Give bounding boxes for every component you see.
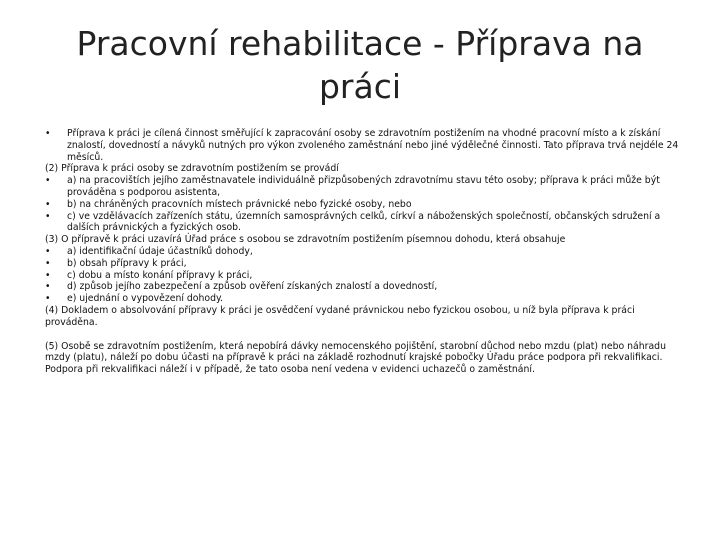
bullet-text: a) na pracovištích jejího zaměstnavatele individuálně přizpůsobených zdravotnímu stavu této osoby; příprava k práci může být prováděna s podporou asistenta, [67, 175, 660, 198]
bullet-item [45, 128, 683, 163]
bullet-item [45, 258, 683, 270]
bullet-marker: • [45, 257, 51, 269]
paragraph: (4) Dokladem o absolvování přípravy k práci je osvědčení vydané právnickou nebo fyzickou osobou, u níž byla příprava k práci prováděna. [45, 304, 635, 328]
paragraph-gap [45, 329, 683, 341]
bullet-text: b) obsah přípravy k práci, [67, 257, 187, 269]
slide-title: Pracovní rehabilitace - Příprava na práci [76, 24, 644, 106]
bullet-item [45, 246, 683, 258]
bullet-item [45, 293, 683, 305]
paragraph: (2) Příprava k práci osoby se zdravotním postižením se provádí [45, 163, 339, 175]
bullet-marker: • [45, 198, 51, 210]
bullet-item [45, 270, 683, 282]
bullet-marker: • [45, 269, 51, 281]
bullet-marker: • [45, 293, 51, 305]
bullet-text: b) na chráněných pracovních místech právnické nebo fyzické osoby, nebo [67, 198, 412, 210]
bullet-item [45, 199, 683, 211]
slide-body [45, 128, 683, 376]
bullet-marker: • [45, 281, 51, 293]
bullet-item [45, 175, 683, 199]
bullet-marker: • [45, 128, 51, 139]
bullet-item [45, 281, 683, 293]
bullet-text: c) dobu a místo konání přípravy k práci, [67, 269, 253, 281]
bullet-text: c) ve vzdělávacích zařízeních státu, územních samosprávných celků, církví a náboženských společností, občanských sdružení a dalších právnických a fyzických osob. [67, 210, 661, 234]
paragraph: (5) Osobě se zdravotním postižením, která nepobírá dávky nemocenského pojištění, starobní důchod nebo mzdu (plat) nebo náhradu mzdy (platu), náleží po dobu účasti na přípravě k práci na základě rozhodnutí krajské pobočky Úřadu práce podpora při rekvalifikaci. Podpora při rekvalifikaci náleží i v případě, že tato osoba není vedena v evidenci uchazečů o zaměstnání. [45, 340, 666, 376]
bullet-marker: • [45, 210, 51, 222]
bullet-text: a) identifikační údaje účastníků dohody, [67, 245, 253, 257]
bullet-text: d) způsob jejího zabezpečení a způsob ověření získaných znalostí a dovedností, [67, 281, 438, 293]
bullet-item [45, 211, 683, 235]
bullet-marker: • [45, 245, 51, 257]
bullet-text: e) ujednání o vypovězení dohody. [67, 293, 224, 305]
paragraph: (3) O přípravě k práci uzavírá Úřad práce s osobou se zdravotním postižením písemnou dohodu, která obsahuje [45, 234, 566, 246]
bullet-text: Příprava k práci je cílená činnost směřující k zapracování osoby se zdravotním postižením na vhodné pracovní místo a k získání znalostí, dovedností a návyků nutných pro výkon zvoleného zaměstnání nebo jiné výdělečné činnosti. Tato příprava trvá nejdéle 24 měsíců. [67, 128, 679, 163]
bullet-marker: • [45, 175, 51, 187]
